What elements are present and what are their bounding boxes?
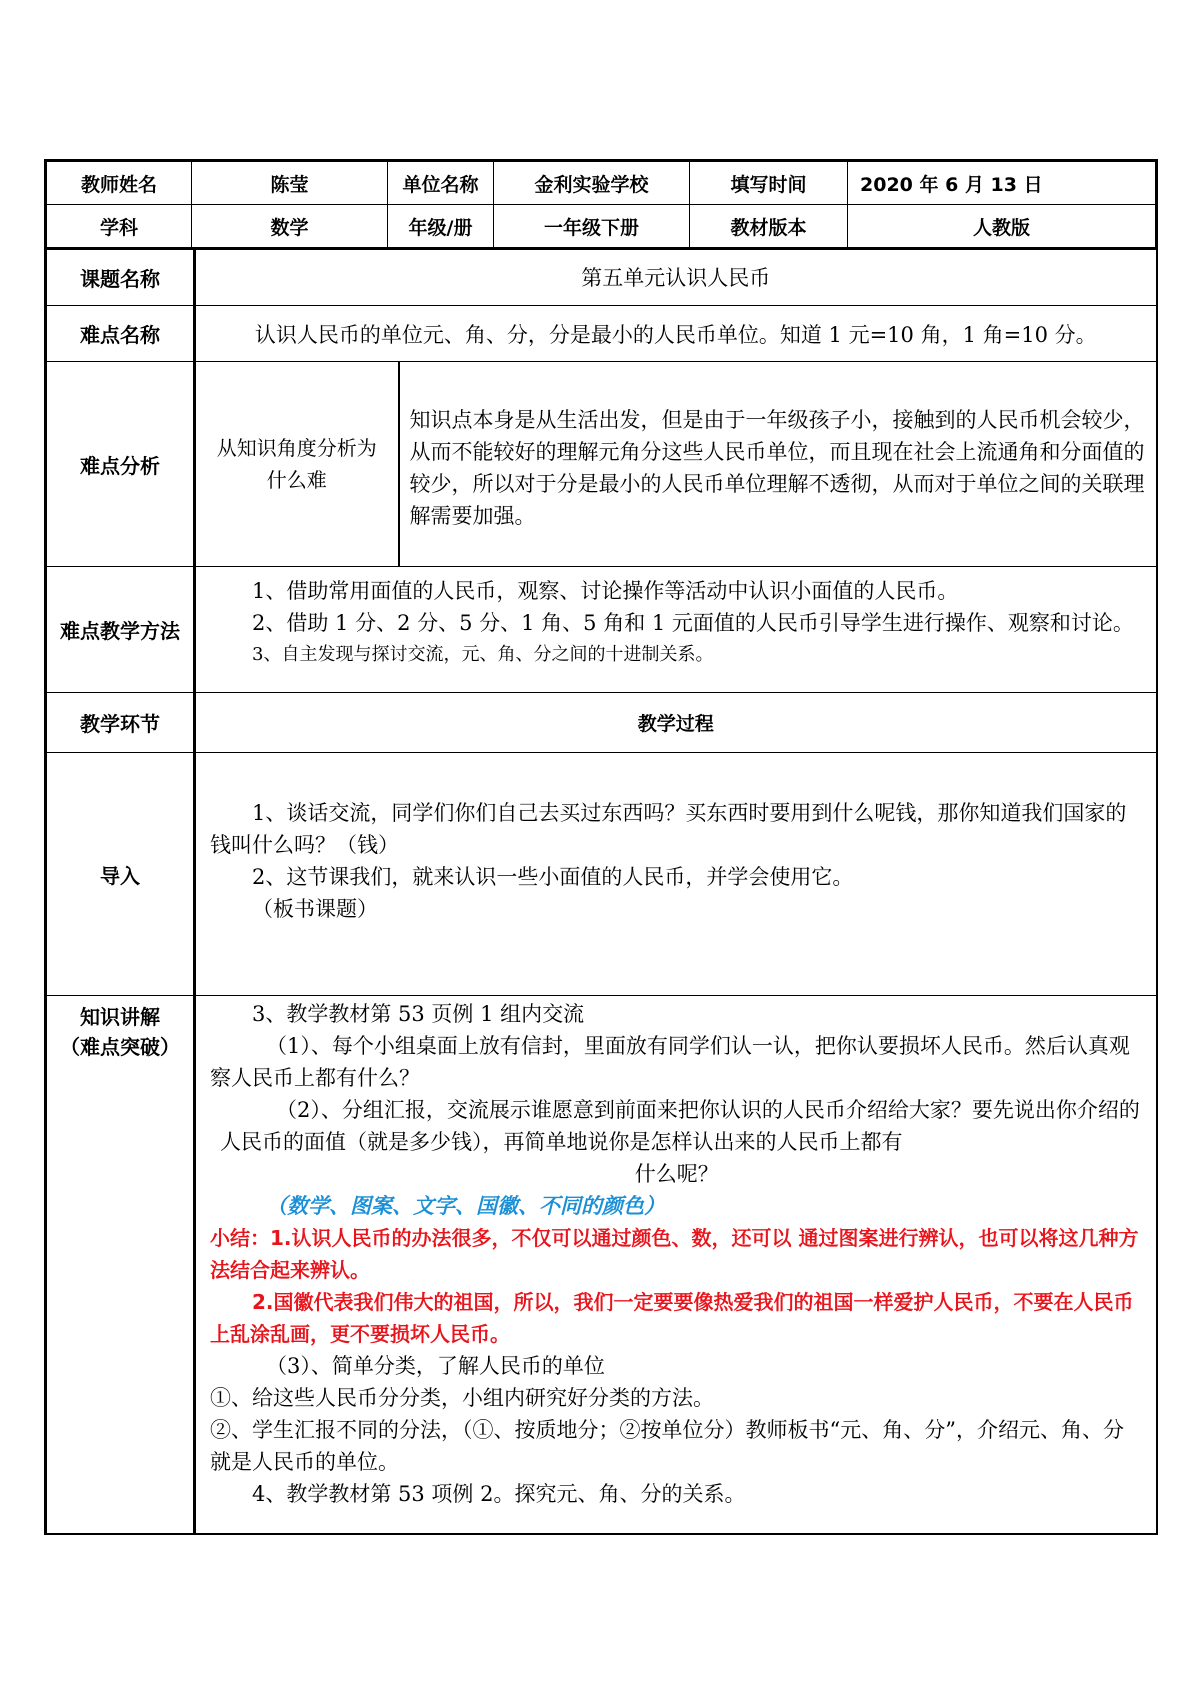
subject-label: 学科 [46, 205, 192, 249]
knowledge-blue-note: （数学、图案、文字、国徽、不同的颜色） [266, 1193, 665, 1218]
header-row-2 [46, 205, 1157, 249]
difficulty-value: 认识人民币的单位元、角、分，分是最小的人民币单位。知道 1 元=10 角，1 角=10 分。 [195, 306, 1157, 362]
knowledge-summary-1: 小结：1.认识人民币的办法很多，不仅可以通过颜色、数，还可以 通过图案进行辨认，也可以将这几种方法结合起来辨认。 [210, 1226, 1139, 1282]
lesson-content-table [44, 248, 1158, 1535]
unit-name-value: 金利实验学校 [494, 161, 690, 205]
edition-label: 教材版本 [690, 205, 848, 249]
topic-value: 第五单元认识人民币 [195, 249, 1157, 306]
intro-line-3: （板书课题） [252, 897, 378, 921]
process-header-row [46, 693, 1157, 753]
knowledge-label-line-1: 知识讲解 [80, 1005, 160, 1029]
methods-row [46, 567, 1157, 693]
analysis-text: 知识点本身是从生活出发，但是由于一年级孩子小，接触到的人民币机会较少，从而不能较好的理解元角分这些人民币单位，而且现在社会上流通角和分面值的较少，所以对于分是最小的人民币单位理解不透彻，从而对于单位之间的关联理解需要加强。 [409, 408, 1145, 528]
knowledge-label [46, 996, 195, 1534]
knowledge-summary-2: 2.国徽代表我们伟大的祖国，所以，我们一定要要像热爱我们的祖国一样爱护人民币，不要在人民币上乱涂乱画，更不要损坏人民币。 [210, 1290, 1134, 1346]
fill-date-label: 填写时间 [690, 161, 848, 205]
teacher-name-label: 教师姓名 [46, 161, 192, 205]
header-row-1 [46, 161, 1157, 205]
knowledge-row [46, 996, 1157, 1534]
difficulty-label: 难点名称 [46, 306, 195, 362]
knowledge-line-3b: 什么呢？ [634, 1162, 719, 1186]
method-item-2: 2、借助 1 分、2 分、5 分、1 角、5 角和 1 元面值的人民币引导学生进行操作、观察和讨论。 [252, 611, 1134, 635]
methods-label: 难点教学方法 [46, 567, 195, 693]
analysis-row [46, 362, 1157, 567]
knowledge-line-1: 3、教学教材第 53 页例 1 组内交流 [252, 1002, 585, 1026]
knowledge-line-3a: （2）、分组汇报，交流展示谁愿意到前面来把你认识的人民币介绍给大家？要先说出你介绍的人民币的面值（就是多少钱），再简单地说你是怎样认出来的人民币上都有 [220, 1098, 1140, 1154]
analysis-label: 难点分析 [46, 362, 195, 567]
subject-value: 数学 [192, 205, 388, 249]
fill-date-value: 2020 年 6 月 13 日 [848, 161, 1157, 205]
grade-value: 一年级下册 [494, 205, 690, 249]
method-item-1: 1、借助常用面值的人民币，观察、讨论操作等活动中认识小面值的人民币。 [252, 579, 959, 603]
intro-line-2: 2、这节课我们，就来认识一些小面值的人民币，并学会使用它。 [252, 865, 854, 889]
edition-value: 人教版 [848, 205, 1157, 249]
knowledge-line-2: （1）、每个小组桌面上放有信封，里面放有同学们认一认，把你认要损坏人民币。然后认真观察人民币上都有什么？ [210, 1034, 1130, 1090]
teacher-name-value: 陈莹 [192, 161, 388, 205]
knowledge-line-6: ②、学生汇报不同的分法，（①、按质地分；②按单位分）教师板书“元、角、分”，介绍元、角、分就是人民币的单位。 [210, 1418, 1124, 1474]
unit-name-label: 单位名称 [388, 161, 494, 205]
intro-row [46, 753, 1157, 996]
process-header-value: 教学过程 [195, 693, 1157, 753]
knowledge-line-5: ①、给这些人民币分分类，小组内研究好分类的方法。 [210, 1386, 714, 1410]
intro-line-1: 1、谈话交流，同学们你们自己去买过东西吗？买东西时要用到什么呢钱，那你知道我们国家的钱叫什么吗？（钱） [210, 801, 1127, 857]
analysis-sub-label: 从知识角度分析为什么难 [195, 362, 399, 567]
grade-label: 年级/册 [388, 205, 494, 249]
intro-label: 导入 [46, 753, 195, 996]
knowledge-line-4: （3）、简单分类，了解人民币的单位 [266, 1354, 605, 1378]
process-section-label: 教学环节 [46, 693, 195, 753]
knowledge-label-line-2: （难点突破） [60, 1035, 180, 1059]
topic-row [46, 249, 1157, 306]
difficulty-row [46, 306, 1157, 362]
header-info-table [44, 159, 1158, 250]
topic-label: 课题名称 [46, 249, 195, 306]
knowledge-line-7: 4、教学教材第 53 项例 2。探究元、角、分的关系。 [252, 1482, 746, 1506]
method-item-3: 3、自主发现与探讨交流，元、角、分之间的十进制关系。 [252, 644, 714, 665]
